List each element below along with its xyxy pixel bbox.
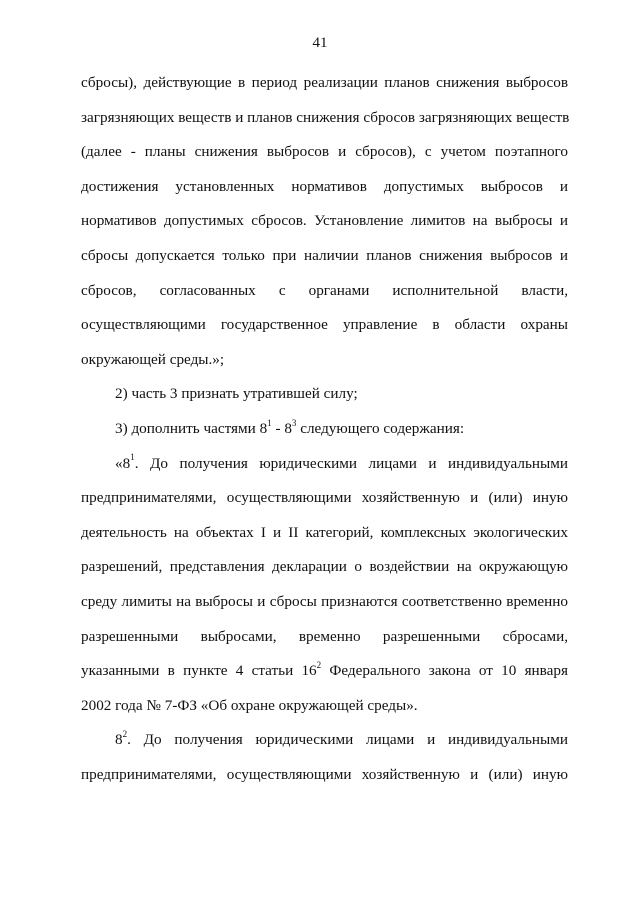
text-line	[115, 412, 568, 447]
text-line: деятельность на объектах I и II категорий, комплексных экологических	[81, 523, 568, 541]
text-line: предпринимателями, осуществляющими хозяйственную и (или) иную	[81, 765, 568, 783]
text-fragment: указанными в пункте 4 статьи 16	[81, 662, 317, 680]
paragraph-continuation	[81, 66, 568, 377]
page-number: 41	[312, 35, 328, 51]
superscript: 3	[291, 417, 297, 428]
superscript: 1	[267, 417, 272, 428]
text-fragment: Федерального закона от 10 января	[321, 662, 568, 680]
text-line: нормативов допустимых сбросов. Установление лимитов на выбросы и	[81, 212, 568, 230]
text-line	[81, 723, 568, 758]
text-line: окружающей среды.»;	[81, 350, 225, 368]
text-fragment: 3) дополнить частями 8	[115, 419, 268, 437]
text-line: сбросы допускается только при наличии планов снижения выбросов и	[81, 246, 568, 264]
text-line: достижения установленных нормативов допустимых выбросов и	[81, 177, 568, 195]
superscript: 2	[316, 660, 322, 671]
superscript: 2	[122, 729, 128, 740]
text-fragment: 8	[115, 731, 123, 749]
paragraph-item-3	[81, 412, 568, 447]
text-line: 2002 года № 7-ФЗ «Об охране окружающей среды».	[81, 696, 418, 714]
text-fragment: следующего содержания:	[296, 419, 465, 437]
text-fragment: - 8	[271, 419, 292, 437]
text-line: сбросов, согласованных с органами исполнительной власти,	[81, 281, 568, 299]
text-line: предпринимателями, осуществляющими хозяйственную и (или) иную	[81, 489, 568, 507]
text-line: осуществляющими государственное управление в области охраны	[81, 316, 568, 334]
text-fragment: . До получения юридическими лицами и индивидуальными	[134, 454, 568, 472]
superscript: 1	[130, 452, 135, 463]
text-line: сбросы), действующие в период реализации планов снижения выбросов	[81, 74, 568, 91]
text-line: загрязняющих веществ и планов снижения сбросов загрязняющих веществ	[81, 108, 570, 126]
text-line: среду лимиты на выбросы и сбросы признаются соответственно временно	[81, 592, 568, 610]
text-fragment: . До получения юридическими лицами и индивидуальными	[127, 731, 568, 749]
paragraph-item-2	[81, 377, 568, 412]
text-line: 2) часть 3 признать утратившей силу;	[115, 385, 358, 403]
document-body	[81, 66, 568, 792]
text-line	[81, 654, 568, 689]
text-line: (далее - планы снижения выбросов и сбросов), с учетом поэтапного	[81, 143, 568, 161]
text-line: разрешенными выбросами, временно разрешенными сбросами,	[81, 627, 568, 645]
text-line	[81, 447, 568, 482]
text-fragment: «8	[115, 454, 131, 472]
text-line: разрешений, представления декларации о воздействии на окружающую	[81, 558, 568, 576]
paragraph-part-8-1	[81, 447, 568, 724]
paragraph-part-8-2	[81, 723, 568, 792]
